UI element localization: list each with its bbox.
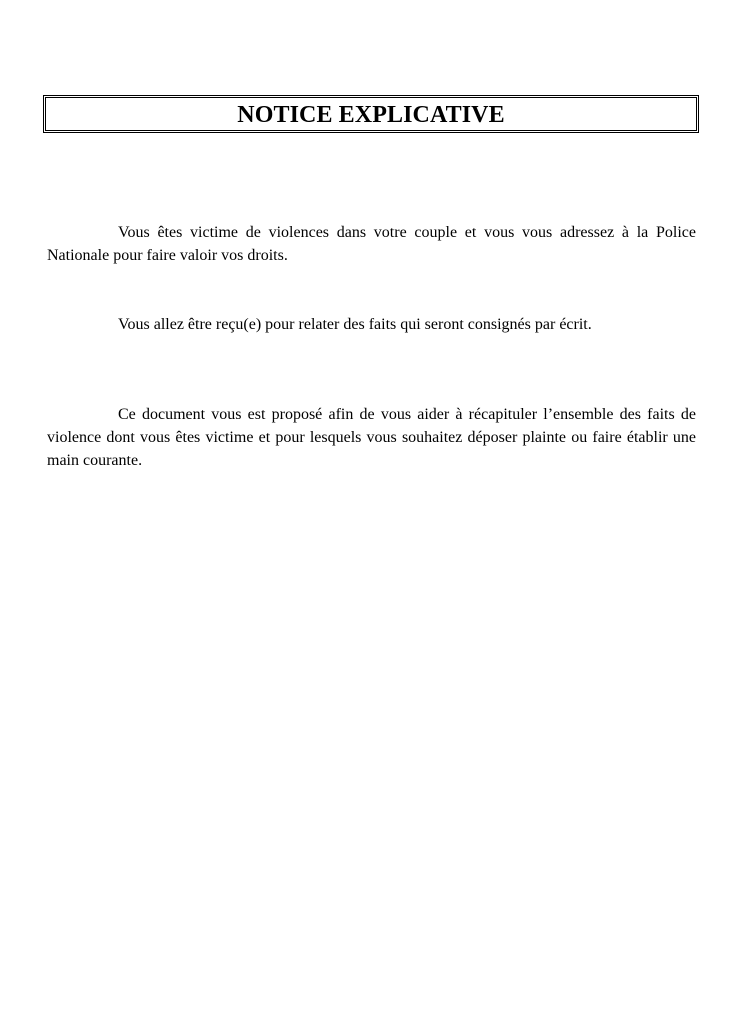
paragraph-reception: Vous allez être reçu(e) pour relater des faits qui seront consignés par écrit. — [118, 316, 592, 333]
paragraph-intro: Vous êtes victime de violences dans votre couple et vous vous adressez à la Police Nationale pour faire valoir vos droits. — [47, 224, 696, 264]
page-title: NOTICE EXPLICATIVE — [237, 102, 505, 128]
title-box — [43, 95, 699, 133]
paragraph-purpose: Ce document vous est proposé afin de vous aider à récapituler l’ensemble des faits de violence dont vous êtes victime et pour lesquels vous souhaitez déposer plainte ou faire établir une main courante. — [47, 406, 696, 469]
